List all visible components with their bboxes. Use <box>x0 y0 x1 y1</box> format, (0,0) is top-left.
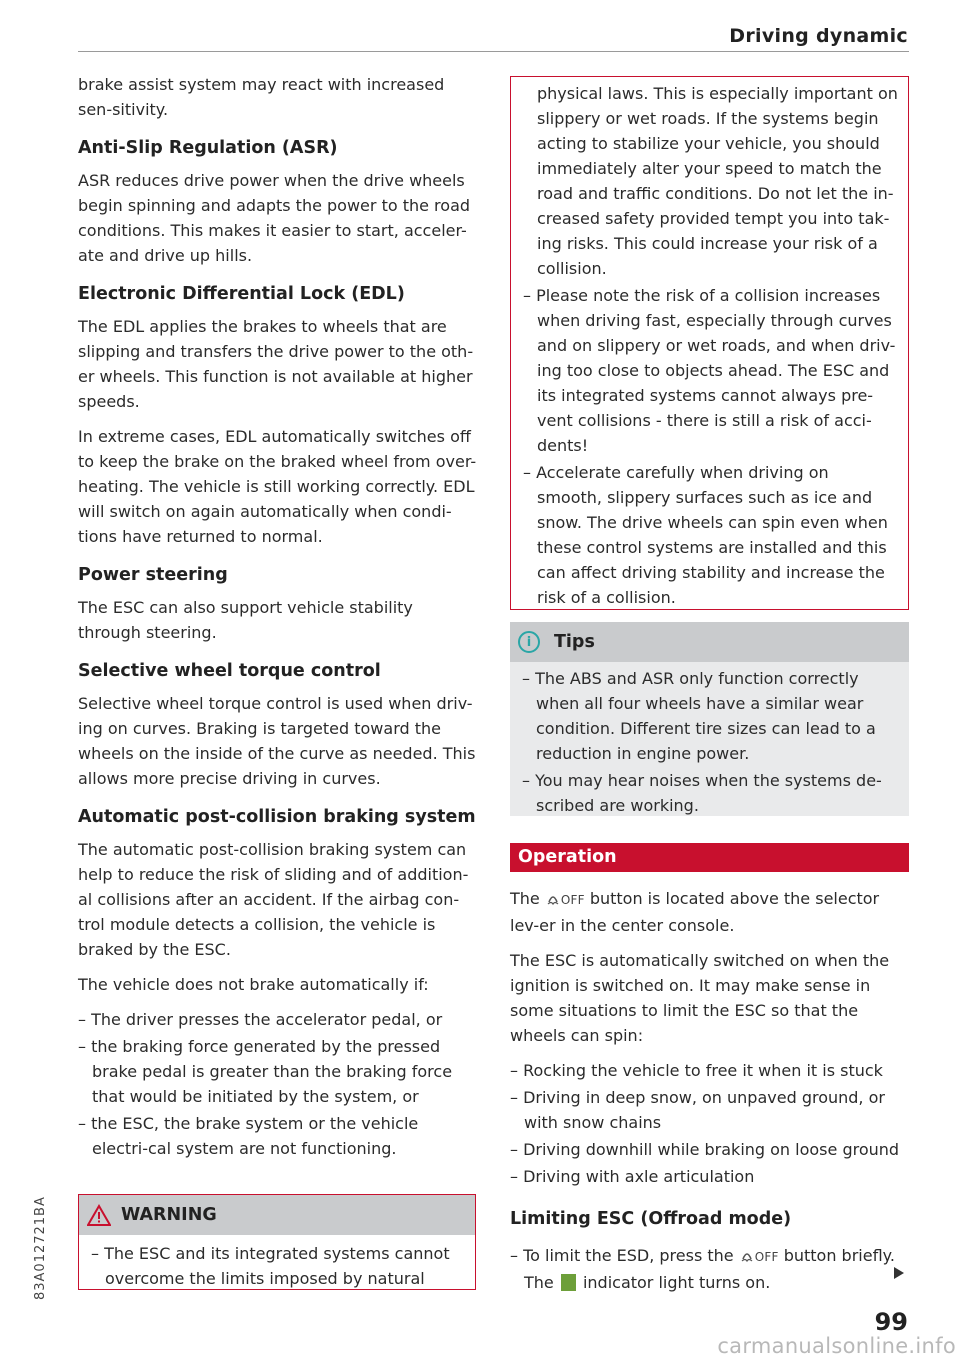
text-fragment: button is located above the selector lev-er in the center console. <box>510 889 880 935</box>
power-steering-heading: Power steering <box>78 565 228 585</box>
power-steering-paragraph: The ESC can also support vehicle stability through steering. <box>78 598 413 642</box>
text-fragment: The <box>524 1273 554 1292</box>
edl-paragraph-2: In extreme cases, EDL automatically switches off to keep the brake on the braked wheel from over-heating. The vehicle is still working correctly. EDL will switch on again automatically when condi-tions have returned to normal. <box>78 427 477 546</box>
list-item: – You may hear noises when the systems de-scribed are working. <box>522 771 882 815</box>
tips-body <box>510 662 909 818</box>
list-item: – the ESC, the brake system or the vehicle electri-cal system are not functioning. <box>78 1114 419 1158</box>
list-item: – Please note the risk of a collision increases when driving fast, especially through curves and on slippery or wet roads, and when driv-ing too close to objects ahead. The ESC and its integrated systems cannot always pre-vent collisions - there is still a risk of acci-dents! <box>523 286 896 455</box>
edl-paragraph-1: The EDL applies the brakes to wheels that are slipping and transfers the drive power to the oth-er wheels. This function is not available at higher speeds. <box>78 317 474 411</box>
asr-heading: Anti-Slip Regulation (ASR) <box>78 138 338 158</box>
operation-section <box>510 886 910 1297</box>
list-item: – Driving in deep snow, on unpaved ground, or with snow chains <box>510 1088 885 1132</box>
warning-box <box>78 1194 476 1290</box>
warning-header <box>79 1195 475 1235</box>
list-item: – Driving downhill while braking on loose ground <box>510 1140 900 1159</box>
page-header-title: Driving dynamic <box>729 25 908 47</box>
operation-paragraph-2: The ESC is automatically switched on when the ignition is switched on. It may make sense in some situations to limit the ESC so that the wheels can spin: <box>510 951 890 1045</box>
warning-continuation-paragraph: physical laws. This is especially important on slippery or wet roads. If the systems begin acting to stabilize your vehicle, you should immediately alter your speed to match the road and traffic conditions. Do not let the in-creased safety provided tempt you into tak-ing risks. This could increase your risk of a collision. <box>537 84 898 278</box>
esc-off-button-icon: OFF <box>739 1246 779 1265</box>
list-item: – Driving with axle articulation <box>510 1167 755 1186</box>
warning-continuation-box <box>510 76 909 610</box>
list-item: – The driver presses the accelerator pedal, or <box>78 1010 443 1029</box>
operation-paragraph-1 <box>510 886 910 938</box>
torque-control-paragraph: Selective wheel torque control is used when driv-ing on curves. Braking is targeted toward the wheels on the inside of the curve as needed. This allows more precise driving in curves. <box>78 694 476 788</box>
page-number: 99 <box>874 1308 908 1336</box>
warning-title: WARNING <box>121 1204 217 1225</box>
warning-text: – The ESC and its integrated systems cannot overcome the limits imposed by natural <box>91 1244 450 1288</box>
list-item: – Rocking the vehicle to free it when it is stuck <box>510 1061 883 1080</box>
list-item: – Accelerate carefully when driving on smooth, slippery surfaces such as ice and snow. The drive wheels can spin even when these control systems are installed and this can affect driving stability and increase the risk of a collision. <box>523 463 888 607</box>
tips-header <box>510 622 909 662</box>
list-item: – the braking force generated by the pressed brake pedal is greater than the braking force that would be initiated by the system, or <box>78 1037 453 1106</box>
offroad-mode-heading: Limiting ESC (Offroad mode) <box>510 1209 792 1229</box>
info-icon: i <box>518 631 540 653</box>
esc-indicator-light-icon <box>561 1274 576 1291</box>
left-column <box>78 72 478 1163</box>
asr-paragraph: ASR reduces drive power when the drive wheels begin spinning and adapts the power to the road conditions. This makes it easier to start, acceler-ate and drive up hills. <box>78 171 471 265</box>
warning-triangle-icon <box>87 1204 111 1226</box>
header-rule <box>78 51 909 52</box>
torque-control-heading: Selective wheel torque control <box>78 661 381 681</box>
esc-off-button-icon: OFF <box>545 889 585 908</box>
tips-box <box>510 622 909 816</box>
offroad-step <box>510 1243 910 1295</box>
collision-braking-heading: Automatic post-collision braking system <box>78 807 476 827</box>
watermark: carmanualsonline.info <box>717 1334 956 1358</box>
continue-arrow-icon <box>894 1267 904 1279</box>
intro-paragraph: brake assist system may react with increased sen-sitivity. <box>78 75 445 119</box>
collision-paragraph-1: The automatic post-collision braking system can help to reduce the risk of sliding and of addition-al collisions after an accident. If the airbag con-trol module detects a collision, the vehicle is braked by the ESC. <box>78 840 469 959</box>
edl-heading: Electronic Differential Lock (EDL) <box>78 284 405 304</box>
text-fragment: indicator light turns on. <box>582 1273 771 1292</box>
text-fragment: The <box>510 889 540 908</box>
tips-title: Tips <box>554 631 595 652</box>
document-code: 83A012721BA <box>33 1196 48 1300</box>
list-item: – The ABS and ASR only function correctly when all four wheels have a similar wear condition. Different tire sizes can lead to a reduction in engine power. <box>522 669 876 763</box>
collision-paragraph-2: The vehicle does not brake automatically if: <box>78 975 429 994</box>
text-fragment: – To limit the ESD, press the <box>510 1246 734 1265</box>
operation-heading-bar: Operation <box>510 843 909 872</box>
text-fragment: button briefly. <box>783 1246 895 1265</box>
